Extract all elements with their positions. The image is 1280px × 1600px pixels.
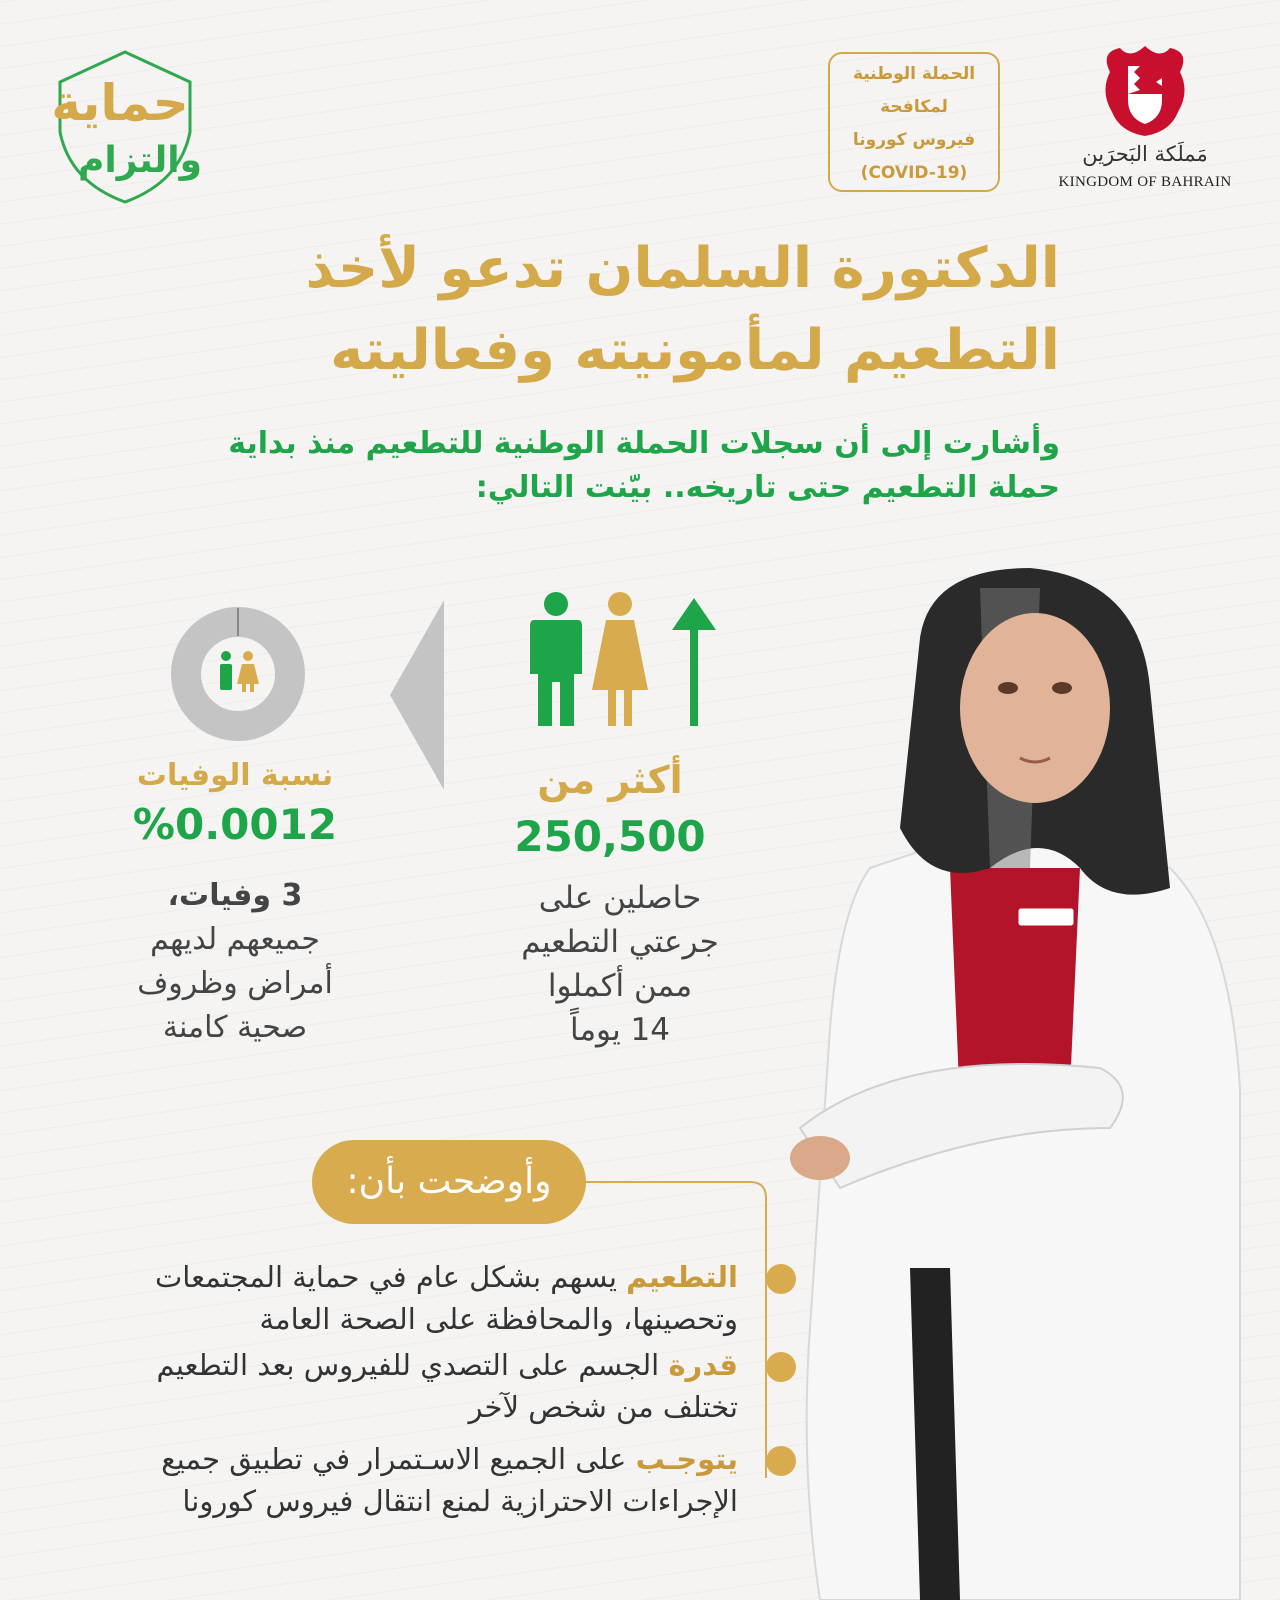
- bullet-line1: الجسم على التصدي للفيروس بعد التطعيم: [156, 1348, 669, 1382]
- deaths-rate-label: نسبة الوفيات: [136, 758, 334, 793]
- mini-male-icon: [221, 651, 231, 661]
- kingdom-emblem: [1040, 40, 1250, 200]
- deaths-rate-value: %0.0012: [132, 800, 338, 849]
- bullet-line2: الإجراءات الاحترازية لمنع انتقال فيروس كورونا: [182, 1484, 738, 1518]
- title-line1: الدكتورة السلمان تدعو لأخذ: [305, 236, 1060, 301]
- subtitle-line1: وأشارت إلى أن سجلات الحملة الوطنية للتطعيم منذ بداية: [228, 426, 1060, 461]
- campaign-logo-line1: حماية: [51, 74, 189, 132]
- vaccinated-desc-line3: ممن أكملوا: [547, 968, 693, 1004]
- vaccinated-count: 250,500: [514, 812, 706, 861]
- vaccinated-desc-line1: حاصلين على: [538, 880, 702, 916]
- bullet-keyword: يتوجـب: [635, 1442, 738, 1476]
- male-figure-icon: [544, 592, 568, 616]
- divider-chevron-icon: [390, 600, 446, 790]
- kingdom-english-name: KINGDOM OF BAHRAIN: [1058, 174, 1232, 190]
- more-than-label: أكثر من: [537, 758, 683, 802]
- kingdom-arabic-name: مَملَكة البَحرَين: [1082, 142, 1208, 166]
- donut-ring: [186, 622, 290, 726]
- mini-female-icon: [243, 651, 253, 661]
- bullet-line2: وتحصينها، والمحافظة على الصحة العامة: [259, 1302, 738, 1336]
- bullet-line1: على الجميع الاسـتمرار في تطبيق جميع: [161, 1442, 636, 1476]
- deaths-description: [100, 874, 370, 1050]
- bullet-item: [18, 1344, 738, 1428]
- bullet-item: [18, 1256, 738, 1340]
- vaccinated-desc-line4: 14 يوماً: [570, 1012, 670, 1048]
- subtitle: [160, 422, 1060, 510]
- campaign-box-line3: فيروس كورونا: [852, 130, 976, 150]
- bullet-line2: تختلف من شخص لآخر: [468, 1390, 738, 1424]
- bullet-line1: يسهم بشكل عام في حماية المجتمعات: [154, 1260, 627, 1294]
- clarified-label: وأوضحت بأن:: [312, 1140, 586, 1224]
- female-figure-icon: [608, 592, 632, 616]
- bullet-keyword: التطعيم: [626, 1260, 738, 1294]
- deaths-donut: [168, 604, 308, 744]
- campaign-box: [828, 52, 1000, 192]
- campaign-box-line1: الحملة الوطنية: [852, 64, 976, 84]
- up-arrow-icon: [672, 598, 716, 726]
- subtitle-line2: حملة التطعيم حتى تاريخه.. بيّنت التالي:: [475, 470, 1060, 505]
- campaign-logo: [30, 22, 210, 212]
- campaign-box-line4: (COVID-19): [860, 163, 968, 183]
- bullet-keyword: قدرة: [668, 1348, 738, 1382]
- page-title: [160, 228, 1060, 392]
- coat-of-arms-icon: [1100, 42, 1190, 138]
- doctor-photo: [780, 568, 1250, 1600]
- deaths-desc-line1: جميعهم لديهم: [150, 922, 320, 957]
- vaccinated-people-icon: [520, 590, 740, 740]
- bullet-item: [18, 1438, 738, 1522]
- deaths-count: 3 وفيات،: [167, 878, 303, 913]
- deaths-desc-line3: صحية كامنة: [162, 1010, 308, 1045]
- vaccinated-desc-line2: جرعتي التطعيم: [521, 924, 719, 960]
- deaths-desc-line2: أمراض وظروف: [137, 966, 333, 1001]
- title-line2: التطعيم لمأمونيته وفعاليته: [330, 318, 1060, 383]
- campaign-logo-line2: والتزام: [77, 140, 203, 181]
- vaccinated-description: [490, 876, 750, 1052]
- campaign-box-line2: لمكافحة: [880, 97, 948, 117]
